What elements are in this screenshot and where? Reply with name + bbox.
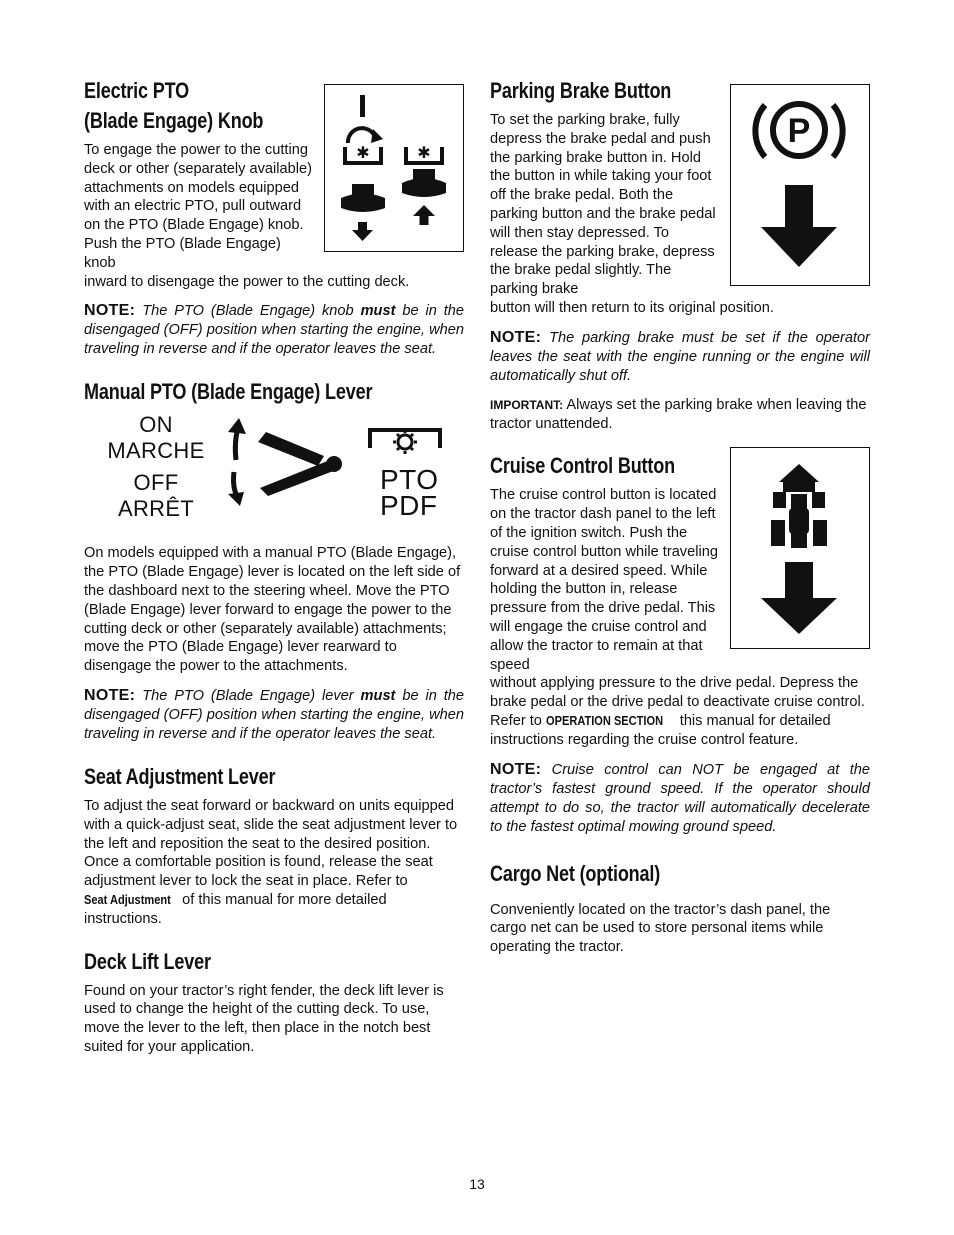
parking-brake-section: [490, 76, 870, 433]
important-label: IMPORTANT:: [490, 397, 564, 412]
parking-brake-important: IMPORTANT: Always set the parking brake when leaving the tractor unattended.: [490, 396, 867, 432]
parking-brake-title: Parking Brake Button: [490, 78, 672, 103]
page-number: 13: [469, 1176, 485, 1192]
pdf-label: PDF: [380, 490, 438, 522]
parking-brake-note: NOTE: The parking brake must be set if the operator leaves the seat with the engine running or the engine will automatically shut off.: [490, 328, 870, 384]
cruise-control-body-full: without applying pressure to the drive pedal. Depress the brake pedal or the drive pedal to deactivate cruise control. Refer to OPERATION SECTION this manual for detailed instructions regarding the cruise control feature.: [490, 675, 865, 748]
cargo-net-section: [490, 859, 870, 957]
right-column: [490, 76, 870, 957]
seat-adjustment-reference: Seat Adjustment: [84, 891, 171, 907]
manual-pto-body: On models equipped with a manual PTO (Blade Engage), the PTO (Blade Engage) lever is located on the left side of the dashboard next to the steering wheel. Move the PTO (Blade Engage) lever forward to engage the power to the cutting deck or other (separately available) attachments; move the PTO (Blade Engage) lever rearward to disengage the power to the attachments.: [84, 545, 461, 675]
parking-brake-body-full: button will then return to its original position.: [490, 299, 774, 316]
note-label: NOTE:: [490, 760, 542, 778]
seat-adjustment-body: To adjust the seat forward or backward on units equipped with a quick-adjust seat, slide the seat adjustment lever to the left and reposition the seat to the desired position. Once a comfortable position is found, release the seat adjustment lever to lock the seat in place. Refer to Seat Adjustment of this manual for more detailed instructions.: [84, 797, 458, 927]
marche-label: MARCHE: [107, 438, 205, 464]
operation-section-reference: OPERATION SECTION: [545, 712, 664, 728]
electric-pto-section: [84, 76, 464, 359]
note-label: NOTE:: [84, 302, 136, 320]
cruise-control-title: Cruise Control Button: [490, 453, 675, 479]
cargo-net-body: Conveniently located on the tractor’s dash panel, the cargo net can be used to store personal items while operating the tractor.: [490, 901, 831, 956]
seat-adjustment-title: Seat Adjustment Lever: [84, 763, 276, 789]
manual-pto-section: [84, 377, 464, 744]
deck-lift-section: [84, 947, 464, 1057]
cruise-control-section: [490, 451, 870, 836]
parking-brake-body: To set the parking brake, fully depress the brake pedal and push the parking brake button in. Hold the button in while taking your foot off the brake pedal. Both the parking button and the brake pedal will then stay depressed. To release the parking brake, depress the brake pedal slightly. The parking brake: [490, 112, 716, 298]
pto-label: PTO: [380, 464, 439, 496]
svg-text:✱: ✱: [356, 143, 370, 162]
electric-pto-title: Electric PTO: [84, 78, 189, 103]
seat-adjustment-section: [84, 762, 464, 929]
manual-pto-title: Manual PTO (Blade Engage) Lever: [84, 379, 373, 405]
parking-brake-figure: [730, 84, 870, 286]
note-label: NOTE:: [490, 328, 542, 346]
parking-brake-icon: [731, 85, 868, 284]
electric-pto-title-line2: (Blade Engage) Knob: [84, 108, 264, 133]
arret-label: ARRÊT: [117, 496, 195, 522]
manual-pto-note: NOTE: The PTO (Blade Engage) lever must be in the disengaged (OFF) position when starting the engine, when traveling in reverse and if the operator leaves the seat.: [84, 686, 464, 742]
cargo-net-title: Cargo Net (optional): [490, 860, 661, 886]
manual-pto-lever-figure: [84, 412, 464, 536]
cruise-control-note: NOTE: Cruise control can NOT be engaged at the tractor’s fastest ground speed. If the operator should attempt to do so, the tractor will automatically decelerate to the fastest optimal mowing ground speed.: [490, 760, 870, 835]
parking-brake-letter: P: [787, 112, 811, 150]
svg-text:✱: ✱: [417, 143, 431, 162]
left-column: [84, 76, 464, 1057]
deck-lift-title: Deck Lift Lever: [84, 948, 211, 974]
note-label: NOTE:: [84, 686, 136, 704]
electric-pto-body: To engage the power to the cutting deck or other (separately available) attachments on models equipped with an electric PTO, pull outward on the PTO (Blade Engage) knob. Push the PTO (Blade Engage) knob: [84, 142, 312, 271]
on-label: ON: [139, 412, 173, 438]
off-label: OFF: [133, 470, 179, 496]
electric-pto-note: NOTE: The PTO (Blade Engage) knob must be in the disengaged (OFF) position when starting the engine, when traveling in reverse and if the operator leaves the seat.: [84, 302, 465, 358]
electric-pto-body-full: inward to disengage the power to the cutting deck.: [84, 273, 410, 290]
cruise-control-body: The cruise control button is located on the tractor dash panel to the left of the ignition switch. Push the cruise control button while traveling forward at a desired speed. While holding the button in, release pressure from the drive pedal. This will engage the cruise control and allow the tractor to remain at that speed: [490, 487, 718, 673]
deck-lift-body: Found on your tractor’s right fender, the deck lift lever is used to change the height of the cutting deck. To use, move the lever to the left, then place in the notch best suited for your application.: [84, 982, 444, 1055]
